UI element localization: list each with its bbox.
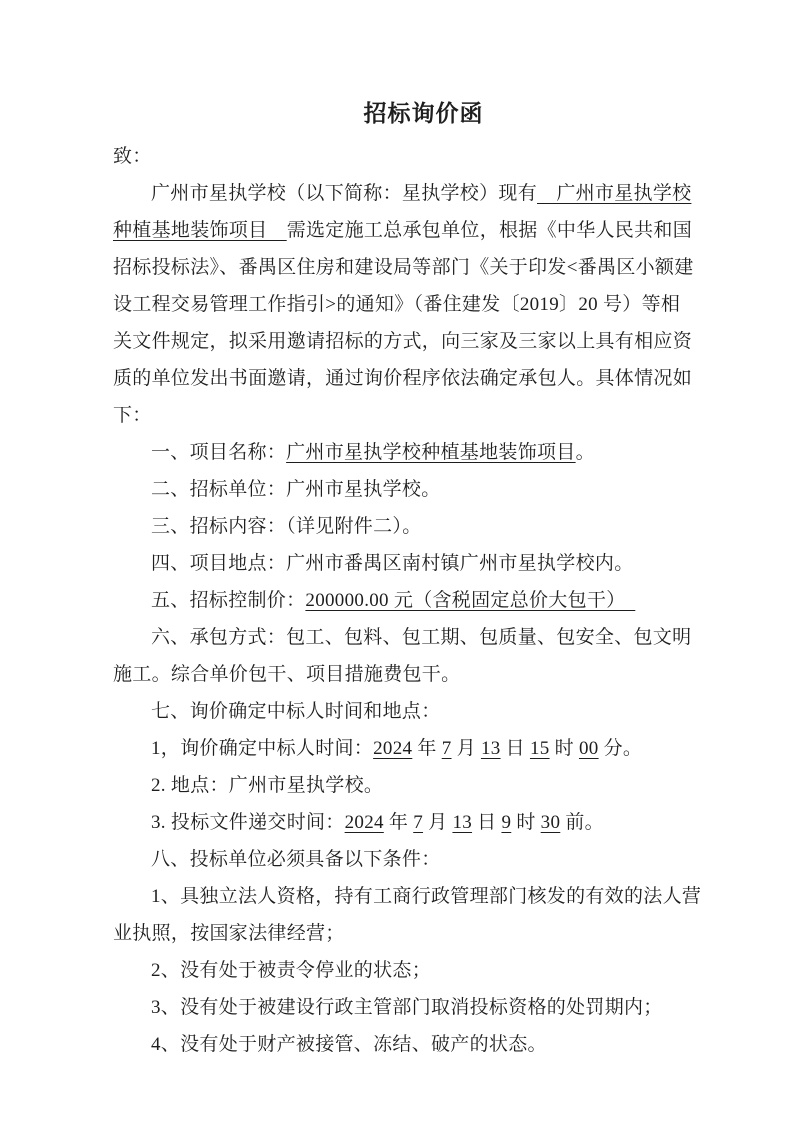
text-segment: 日 bbox=[472, 812, 502, 833]
text-segment: 致： bbox=[113, 146, 152, 167]
underlined-text: 7 bbox=[413, 812, 424, 833]
text-segment: 月 bbox=[451, 738, 481, 759]
text-line bbox=[113, 619, 713, 656]
text-line bbox=[113, 841, 713, 878]
text-segment: 三、招标内容：（详见附件二）。 bbox=[151, 516, 422, 537]
underlined-text: 13 bbox=[480, 738, 501, 759]
text-line bbox=[113, 767, 713, 804]
text-line bbox=[113, 582, 713, 619]
text-segment: 设工程交易管理工作指引>的通知》（番住建发〔2019〕20 号）等相 bbox=[113, 294, 681, 315]
underlined-text: 15 bbox=[529, 738, 550, 759]
underlined-text: 30 bbox=[540, 812, 561, 833]
text-segment: 施工。综合单价包干、项目措施费包干。 bbox=[113, 664, 461, 685]
underlined-text: 2024 bbox=[373, 738, 413, 759]
underlined-text: 种植基地装饰项目 bbox=[113, 220, 287, 241]
underlined-text: 9 bbox=[501, 812, 512, 833]
underlined-text: 7 bbox=[441, 738, 452, 759]
text-line bbox=[113, 360, 713, 397]
text-segment: 一、项目名称： bbox=[151, 442, 287, 463]
text-segment: 3、没有处于被建设行政主管部门取消投标资格的处罚期内； bbox=[151, 997, 663, 1018]
text-segment: 1，询价确定中标人时间： bbox=[151, 738, 374, 759]
text-segment: 分。 bbox=[598, 738, 643, 759]
text-line bbox=[113, 804, 713, 841]
text-segment: 八、投标单位必须具备以下条件： bbox=[151, 849, 441, 870]
text-line bbox=[113, 1026, 713, 1063]
text-segment: 日 bbox=[500, 738, 530, 759]
text-line bbox=[113, 693, 713, 730]
text-segment: 六、承包方式：包工、包料、包工期、包质量、包安全、包文明 bbox=[151, 627, 692, 648]
text-line bbox=[113, 878, 713, 915]
text-segment: 2. 地点：广州市星执学校。 bbox=[151, 775, 384, 796]
text-line bbox=[113, 989, 713, 1026]
text-segment: 年 bbox=[383, 812, 414, 833]
text-segment: 关文件规定，拟采用邀请招标的方式，向三家及三家以上具有相应资 bbox=[113, 331, 693, 352]
text-segment: 年 bbox=[412, 738, 442, 759]
text-segment: 五、招标控制价： bbox=[151, 590, 306, 611]
underlined-text: 13 bbox=[452, 812, 473, 833]
underlined-text: 200000.00 元（含税固定总价大包干） bbox=[305, 590, 636, 611]
text-line bbox=[113, 656, 713, 693]
text-segment: 时 bbox=[511, 812, 541, 833]
underlined-text: 2024 bbox=[344, 812, 384, 833]
text-segment: 下： bbox=[113, 405, 152, 426]
text-line bbox=[113, 545, 713, 582]
text-line bbox=[113, 212, 713, 249]
underlined-text: 广州市星执学校 bbox=[537, 183, 692, 204]
underlined-text: 00 bbox=[578, 738, 599, 759]
text-line bbox=[113, 508, 713, 545]
text-line bbox=[113, 175, 713, 212]
text-line bbox=[113, 471, 713, 508]
text-line bbox=[113, 397, 713, 434]
text-segment: 1、具独立法人资格，持有工商行政管理部门核发的有效的法人营 bbox=[151, 886, 702, 907]
text-segment: 时 bbox=[549, 738, 579, 759]
document-title: 招标询价函 bbox=[363, 101, 484, 126]
text-segment: 月 bbox=[423, 812, 453, 833]
text-segment: 质的单位发出书面邀请，通过询价程序依法确定承包人。具体情况如 bbox=[113, 368, 693, 389]
text-segment: 招标投标法》、番禺区住房和建设局等部门《关于印发<番禺区小额建 bbox=[113, 257, 694, 278]
text-segment: 2、没有处于被责令停业的状态； bbox=[151, 960, 432, 981]
text-line bbox=[113, 138, 713, 175]
text-line bbox=[113, 915, 713, 952]
text-line bbox=[113, 249, 713, 286]
underlined-text: 广州市星执学校种植基地装饰项目 bbox=[286, 442, 576, 463]
text-segment: 前。 bbox=[560, 812, 604, 833]
text-line bbox=[113, 952, 713, 989]
text-line bbox=[113, 286, 713, 323]
document-body bbox=[113, 138, 713, 1063]
text-segment: 4、没有处于财产被接管、冻结、破产的状态。 bbox=[151, 1034, 547, 1055]
text-line bbox=[113, 434, 713, 471]
text-segment: 需选定施工总承包单位，根据《中华人民共和国 bbox=[286, 220, 693, 241]
text-segment: 业执照，按国家法律经营； bbox=[113, 923, 345, 944]
text-segment: 广州市星执学校（以下简称：星执学校）现有 bbox=[151, 183, 538, 204]
text-segment: 二、招标单位：广州市星执学校。 bbox=[151, 479, 441, 500]
text-segment: 。 bbox=[575, 442, 595, 463]
text-line bbox=[113, 730, 713, 767]
text-segment: 七、询价确定中标人时间和地点： bbox=[151, 701, 441, 722]
text-segment: 四、项目地点：广州市番禺区南村镇广州市星执学校内。 bbox=[151, 553, 634, 574]
text-line bbox=[113, 323, 713, 360]
text-segment: 3. 投标文件递交时间： bbox=[151, 812, 345, 833]
